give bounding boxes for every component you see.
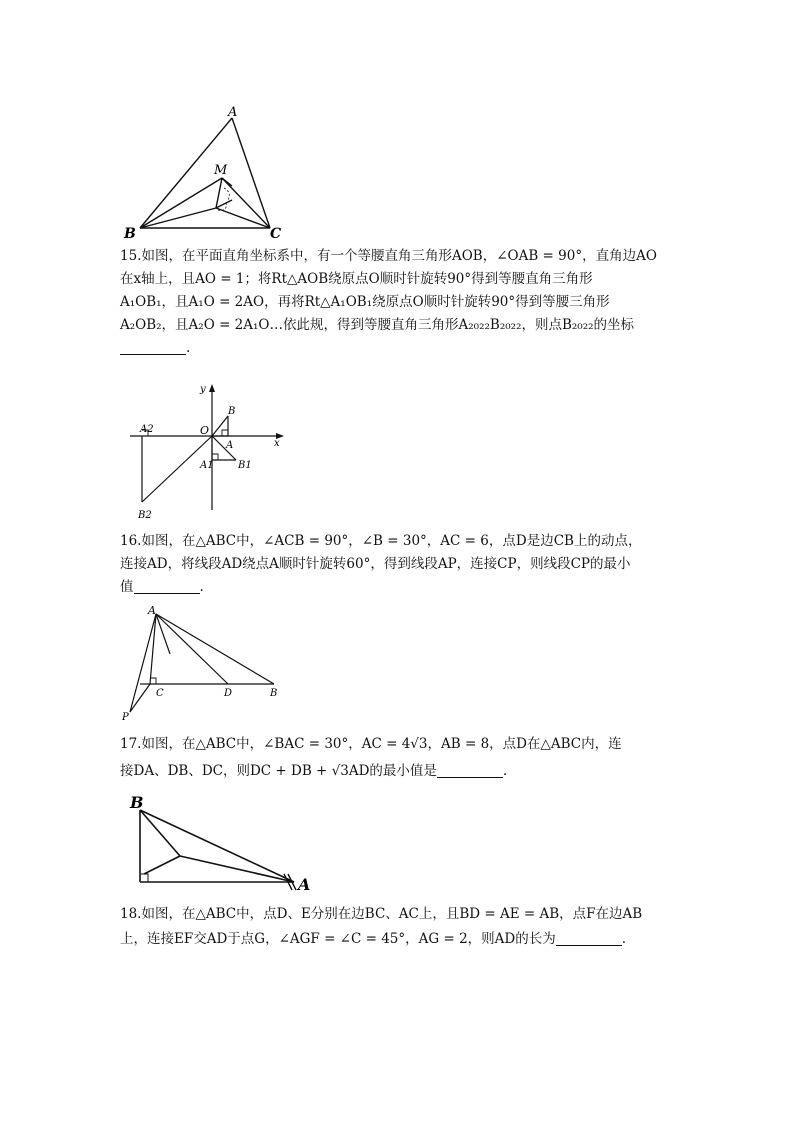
figure-triangle-min-distance [126,792,326,894]
label-y: y [200,384,206,395]
problem-15-line-3: A₁OB₁，且A₁O = 2AO，再将Rt△A₁OB₁绕原点O顺时针旋转90°得到等腰三角形 [120,294,610,310]
label-c: C [156,688,164,699]
figure-coordinate-rotation [128,380,288,522]
problem-16 [120,530,680,599]
figure-triangle-rotation-ap [118,600,288,724]
problem-17-line-1: 17.如图，在△ABC中，∠BAC = 30°，AC = 4√3，AB = 8，点D在△ABC内，连 [120,736,622,752]
label-m: M [214,163,228,178]
y-axis-arrow-icon [209,384,215,392]
figure-triangle-abc-m [120,100,300,240]
label-a2: A2 [140,424,154,435]
label-b2: B2 [138,510,152,521]
label-x: x [274,438,280,449]
problem-16-line-1: 16.如图，在△ABC中，∠ACB = 90°，∠B = 30°，AC = 6，点D是边CB上的动点， [120,533,642,549]
problem-15-line-5: . [120,337,680,360]
label-b: B [270,688,278,699]
problem-18-line-1: 18.如图，在△ABC中，点D、E分别在边BC、AC上，且BD = AE = AB，点F在边AB [120,906,643,922]
problem-18-line-2: 上，连接EF交AD于点G，∠AGF = ∠C = 45°，AG = 2，则AD的长为 . [120,931,627,947]
label-a1: A1 [200,460,214,471]
problem-16-line-2: 连接AD，将线段AD绕点A顺时针旋转60°，得到线段AP，连接CP，则线段CP的最小 [120,556,631,572]
label-d: D [224,688,233,699]
problem-18 [120,903,680,951]
label-a: A [148,604,156,617]
answer-blank[interactable] [134,579,200,594]
label-c: C [270,226,282,240]
label-o: O [200,424,210,437]
label-a: A [298,875,311,894]
label-a: A [228,105,238,120]
label-p: P [122,712,129,723]
problem-17 [120,733,680,783]
problem-15 [120,245,680,360]
problem-15-line-4: A₂OB₂，且A₂O = 2A₁O…依此规，得到等腰直角三角形A₂₀₂₂B₂₀₂₂，则点B₂₀₂₂的坐标 [120,317,635,333]
problem-15-line-1: 15.如图，在平面直角坐标系中，有一个等腰直角三角形AOB，∠OAB = 90°，直角边AO [120,248,657,264]
problem-17-line-2: 接DA、DB、DC，则DC + DB + √3AD的最小值是 . [120,763,508,779]
label-b: B [130,793,144,812]
problem-16-line-3: 值 . [120,579,204,595]
answer-blank[interactable] [437,763,503,778]
label-a: A [226,440,234,451]
answer-blank[interactable] [556,931,622,946]
label-b: B [124,226,136,240]
problem-15-line-2: 在x轴上，且AO = 1；将Rt△AOB绕原点O顺时针旋转90°得到等腰直角三角形 [120,271,593,287]
label-b: B [228,406,236,417]
label-b1: B1 [238,460,252,471]
answer-blank[interactable] [120,340,186,355]
